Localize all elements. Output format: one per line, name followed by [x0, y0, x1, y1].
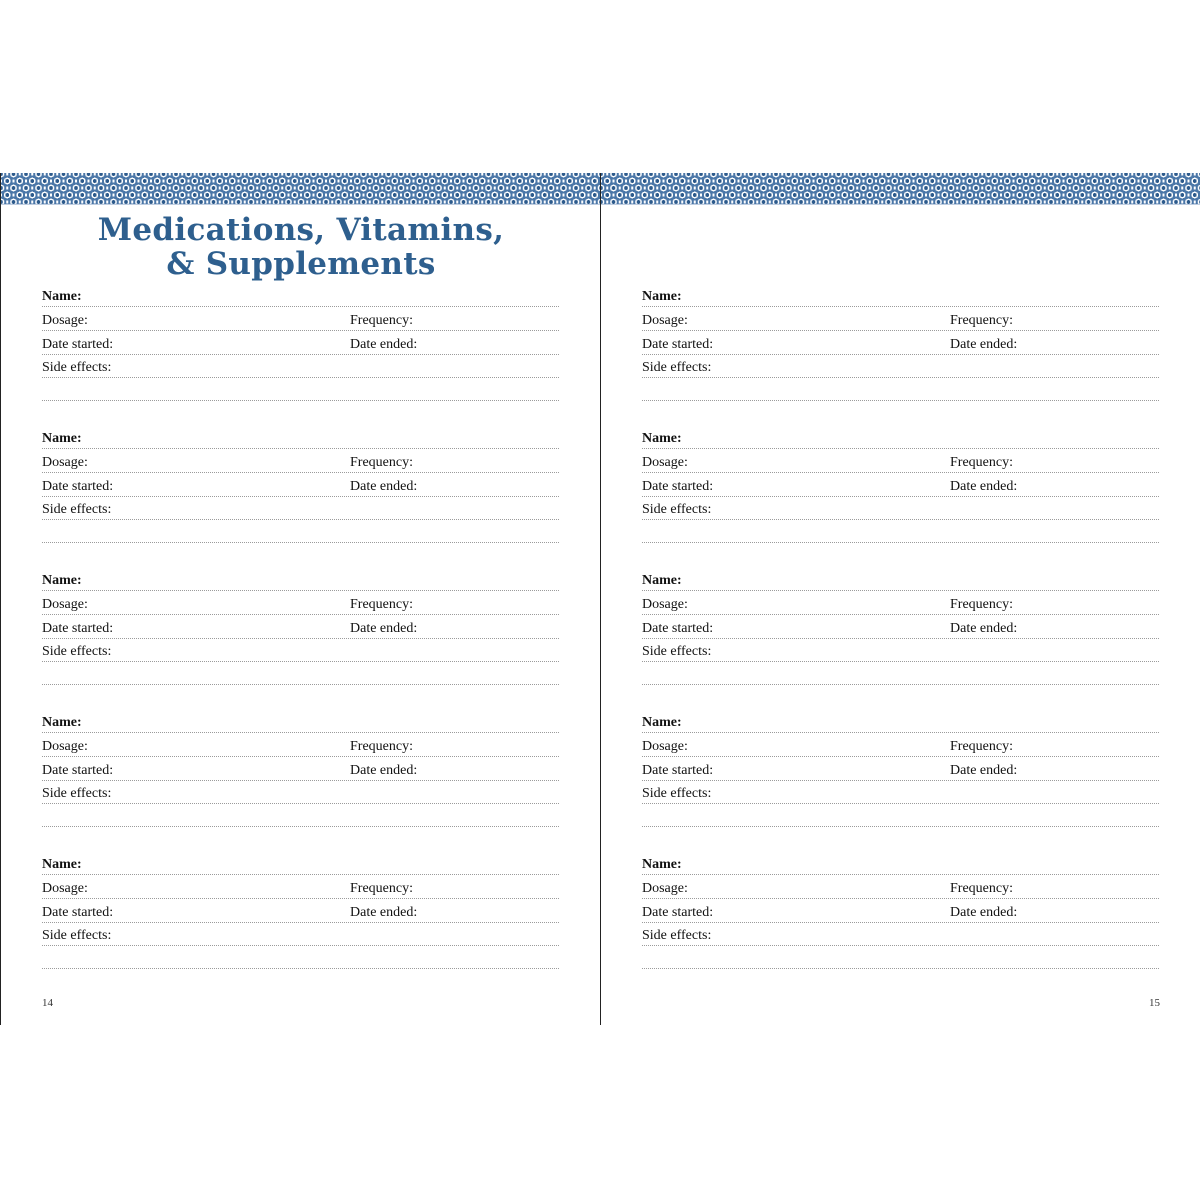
- name-line[interactable]: [642, 283, 1159, 307]
- medication-entry: [42, 851, 559, 971]
- side-effects-line[interactable]: [642, 354, 1159, 378]
- date-ended-label: Date ended:: [950, 337, 1018, 352]
- dates-line[interactable]: [642, 757, 1159, 781]
- name-label: Name:: [42, 573, 82, 588]
- side-effects-line[interactable]: [42, 780, 559, 804]
- date-ended-label: Date ended:: [950, 905, 1018, 920]
- page-number: 14: [42, 997, 53, 1009]
- frequency-label: Frequency:: [950, 313, 1013, 328]
- dosage-label: Dosage:: [642, 739, 688, 754]
- name-label: Name:: [642, 431, 682, 446]
- date-started-label: Date started:: [642, 337, 714, 352]
- dates-line[interactable]: [42, 615, 559, 639]
- dates-line[interactable]: [42, 757, 559, 781]
- dosage-label: Dosage:: [642, 455, 688, 470]
- side-effects-line[interactable]: [42, 922, 559, 946]
- dosage-frequency-line[interactable]: [642, 875, 1159, 899]
- name-line[interactable]: [42, 709, 559, 733]
- title-line-1: Medications, Vitamins,: [97, 212, 505, 248]
- medication-entry: [642, 283, 1159, 403]
- side-effects-line[interactable]: [42, 354, 559, 378]
- decorative-pattern-band: [1, 173, 601, 205]
- side-effects-line[interactable]: [642, 780, 1159, 804]
- date-started-label: Date started:: [642, 763, 714, 778]
- dates-line[interactable]: [642, 899, 1159, 923]
- date-started-label: Date started:: [642, 905, 714, 920]
- dates-line[interactable]: [42, 899, 559, 923]
- date-ended-label: Date ended:: [350, 763, 418, 778]
- dates-line[interactable]: [42, 331, 559, 355]
- side-effects-continuation-line[interactable]: [42, 803, 559, 827]
- frequency-label: Frequency:: [950, 739, 1013, 754]
- left-page: [0, 173, 601, 1025]
- dates-line[interactable]: [642, 473, 1159, 497]
- date-started-label: Date started:: [642, 479, 714, 494]
- name-line[interactable]: [642, 567, 1159, 591]
- side-effects-continuation-line[interactable]: [642, 377, 1159, 401]
- dosage-label: Dosage:: [642, 597, 688, 612]
- page-title: [1, 213, 601, 281]
- date-started-label: Date started:: [42, 621, 114, 636]
- dates-line[interactable]: [42, 473, 559, 497]
- side-effects-line[interactable]: [42, 638, 559, 662]
- date-started-label: Date started:: [42, 479, 114, 494]
- book-spread: [0, 173, 1200, 1025]
- dosage-frequency-line[interactable]: [42, 733, 559, 757]
- dosage-label: Dosage:: [42, 455, 88, 470]
- frequency-label: Frequency:: [350, 597, 413, 612]
- side-effects-continuation-line[interactable]: [42, 945, 559, 969]
- dosage-label: Dosage:: [42, 739, 88, 754]
- date-ended-label: Date ended:: [350, 905, 418, 920]
- name-label: Name:: [642, 573, 682, 588]
- medication-entry: [42, 567, 559, 687]
- date-ended-label: Date ended:: [350, 621, 418, 636]
- dosage-frequency-line[interactable]: [42, 307, 559, 331]
- side-effects-continuation-line[interactable]: [42, 661, 559, 685]
- dosage-frequency-line[interactable]: [642, 733, 1159, 757]
- side-effects-label: Side effects:: [642, 786, 712, 801]
- side-effects-label: Side effects:: [42, 644, 112, 659]
- side-effects-line[interactable]: [642, 922, 1159, 946]
- name-line[interactable]: [642, 851, 1159, 875]
- page-number: 15: [1149, 997, 1160, 1009]
- side-effects-label: Side effects:: [42, 502, 112, 517]
- side-effects-continuation-line[interactable]: [642, 519, 1159, 543]
- name-line[interactable]: [42, 283, 559, 307]
- date-ended-label: Date ended:: [950, 479, 1018, 494]
- dosage-frequency-line[interactable]: [42, 591, 559, 615]
- side-effects-line[interactable]: [42, 496, 559, 520]
- dates-line[interactable]: [642, 615, 1159, 639]
- date-ended-label: Date ended:: [950, 763, 1018, 778]
- dosage-frequency-line[interactable]: [42, 449, 559, 473]
- frequency-label: Frequency:: [350, 739, 413, 754]
- side-effects-continuation-line[interactable]: [42, 519, 559, 543]
- name-line[interactable]: [642, 709, 1159, 733]
- name-label: Name:: [642, 715, 682, 730]
- name-line[interactable]: [42, 425, 559, 449]
- name-label: Name:: [42, 857, 82, 872]
- date-started-label: Date started:: [42, 763, 114, 778]
- date-ended-label: Date ended:: [350, 479, 418, 494]
- dosage-label: Dosage:: [42, 597, 88, 612]
- medication-entry: [42, 425, 559, 545]
- frequency-label: Frequency:: [350, 313, 413, 328]
- date-ended-label: Date ended:: [950, 621, 1018, 636]
- frequency-label: Frequency:: [950, 881, 1013, 896]
- name-label: Name:: [642, 857, 682, 872]
- side-effects-continuation-line[interactable]: [42, 377, 559, 401]
- medication-entry: [642, 425, 1159, 545]
- side-effects-label: Side effects:: [642, 502, 712, 517]
- date-started-label: Date started:: [42, 337, 114, 352]
- right-page: [600, 173, 1200, 1025]
- frequency-label: Frequency:: [950, 455, 1013, 470]
- side-effects-label: Side effects:: [42, 786, 112, 801]
- dosage-label: Dosage:: [42, 313, 88, 328]
- date-started-label: Date started:: [642, 621, 714, 636]
- medication-entry: [642, 567, 1159, 687]
- side-effects-continuation-line[interactable]: [642, 945, 1159, 969]
- frequency-label: Frequency:: [350, 455, 413, 470]
- dosage-label: Dosage:: [42, 881, 88, 896]
- side-effects-label: Side effects:: [42, 360, 112, 375]
- side-effects-label: Side effects:: [42, 928, 112, 943]
- title-line-2: & Supplements: [166, 246, 436, 282]
- medication-entry: [42, 709, 559, 829]
- dosage-frequency-line[interactable]: [642, 449, 1159, 473]
- decorative-pattern-band: [601, 173, 1200, 205]
- name-label: Name:: [42, 431, 82, 446]
- name-line[interactable]: [42, 567, 559, 591]
- medication-entry: [42, 283, 559, 403]
- dosage-frequency-line[interactable]: [42, 875, 559, 899]
- side-effects-continuation-line[interactable]: [642, 803, 1159, 827]
- frequency-label: Frequency:: [950, 597, 1013, 612]
- dosage-label: Dosage:: [642, 881, 688, 896]
- dates-line[interactable]: [642, 331, 1159, 355]
- frequency-label: Frequency:: [350, 881, 413, 896]
- medication-entry: [642, 851, 1159, 971]
- name-label: Name:: [642, 289, 682, 304]
- date-ended-label: Date ended:: [350, 337, 418, 352]
- date-started-label: Date started:: [42, 905, 114, 920]
- side-effects-continuation-line[interactable]: [642, 661, 1159, 685]
- dosage-label: Dosage:: [642, 313, 688, 328]
- name-label: Name:: [42, 289, 82, 304]
- name-line[interactable]: [642, 425, 1159, 449]
- side-effects-label: Side effects:: [642, 644, 712, 659]
- dosage-frequency-line[interactable]: [642, 307, 1159, 331]
- side-effects-line[interactable]: [642, 638, 1159, 662]
- side-effects-label: Side effects:: [642, 360, 712, 375]
- dosage-frequency-line[interactable]: [642, 591, 1159, 615]
- medication-entry: [642, 709, 1159, 829]
- name-line[interactable]: [42, 851, 559, 875]
- name-label: Name:: [42, 715, 82, 730]
- side-effects-label: Side effects:: [642, 928, 712, 943]
- side-effects-line[interactable]: [642, 496, 1159, 520]
